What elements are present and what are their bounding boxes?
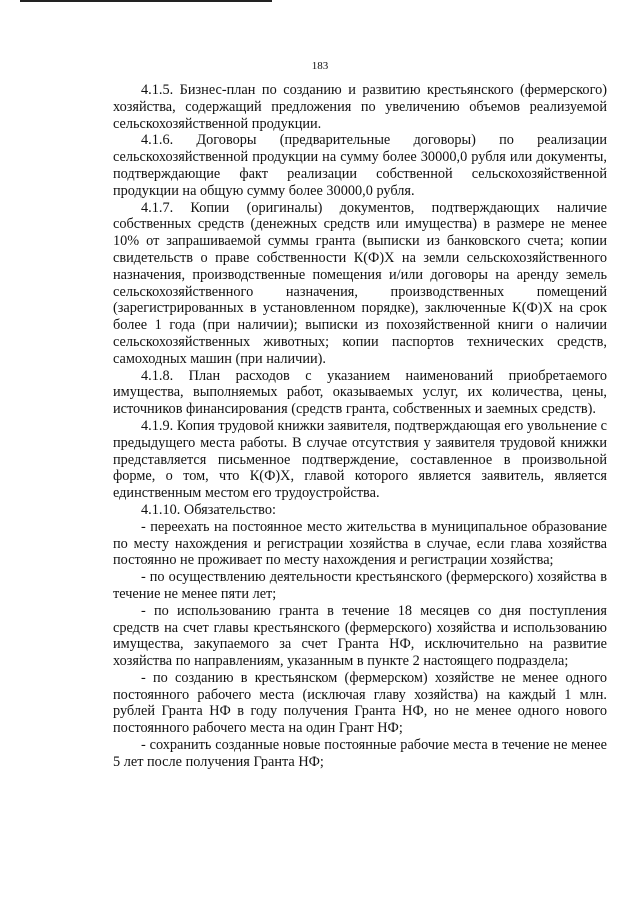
obligation-item-job-retention: - сохранить созданные новые постоянные рабочие места в течение не менее 5 лет после получения Гранта НФ; bbox=[113, 737, 607, 770]
obligation-item-job-creation: - по созданию в крестьянском (фермерском) хозяйстве не менее одного постоянного рабочего места (исключая главу хозяйства) на каждый 1 млн. рублей Гранта НФ в году получения Гранта НФ, но не менее одного нового постоянного рабочего места на один Грант НФ; bbox=[113, 669, 607, 737]
page-number: 183 bbox=[311, 60, 329, 72]
paragraph-4-1-5: 4.1.5. Бизнес-план по созданию и развитию крестьянского (фермерского) хозяйства, содержащий предложения по увеличению объемов реализуемой сельскохозяйственной продукции. bbox=[113, 82, 607, 132]
obligation-item-grant-use: - по использованию гранта в течение 18 месяцев со дня поступления средств на счет главы крестьянского (фермерского) хозяйства и использованию имущества, закупаемого за счет Гранта НФ, исключительно на развитие хозяйства по направлениям, указанным в пункте 2 настоящего подраздела; bbox=[113, 602, 607, 670]
obligation-item-relocate: - переехать на постоянное место жительства в муниципальное образование по месту нахождения и регистрации хозяйства в случае, если глава хозяйства постоянно не проживает по месту нахождения и регистрации хозяйства; bbox=[113, 518, 607, 569]
paragraph-4-1-7: 4.1.7. Копии (оригиналы) документов, подтверждающих наличие собственных средств (денежных средств или имущества) в размере не менее 10% от запрашиваемой суммы гранта (выписки из банковского счета; копии свидетельств о праве собственности К(Ф)Х на земли сельскохозяйственного назначения, производственные помещения и/или договоры на аренду земель сельскохозяйственного назначения, производственных помещений (зарегистрированных в установленном порядке), заключенные К(Ф)Х на срок более 1 года (при наличии); выписки из похозяйственной книги о наличии сельскохозяйственных животных; копии паспортов технических средств, самоходных машин (при наличии). bbox=[113, 199, 607, 367]
obligation-item-activity: - по осуществлению деятельности крестьянского (фермерского) хозяйства в течение не менее пяти лет; bbox=[113, 569, 607, 602]
paragraph-4-1-9: 4.1.9. Копия трудовой книжки заявителя, подтверждающая его увольнение с предыдущего места работы. В случае отсутствия у заявителя трудовой книжки представляется письменное подтверждение, составленное в произвольной форме, о том, что К(Ф)Х, главой которого является заявитель, является единственным местом его трудоустройства. bbox=[113, 417, 607, 502]
top-rule bbox=[20, 0, 272, 2]
paragraph-4-1-8: 4.1.8. План расходов с указанием наименований приобретаемого имущества, выполняемых работ, оказываемых услуг, их количества, цены, источников финансирования (средств гранта, собственных и заемных средств). bbox=[113, 367, 607, 418]
document-body bbox=[113, 82, 607, 771]
paragraph-4-1-10-heading: 4.1.10. Обязательство: bbox=[141, 501, 276, 518]
paragraph-4-1-6: 4.1.6. Договоры (предварительные договоры) по реализации сельскохозяйственной продукции на сумму более 30000,0 рубля или документы, подтверждающие факт реализации собственной сельскохозяйственной продукции на общую сумму более 30000,0 рубля. bbox=[113, 132, 607, 199]
